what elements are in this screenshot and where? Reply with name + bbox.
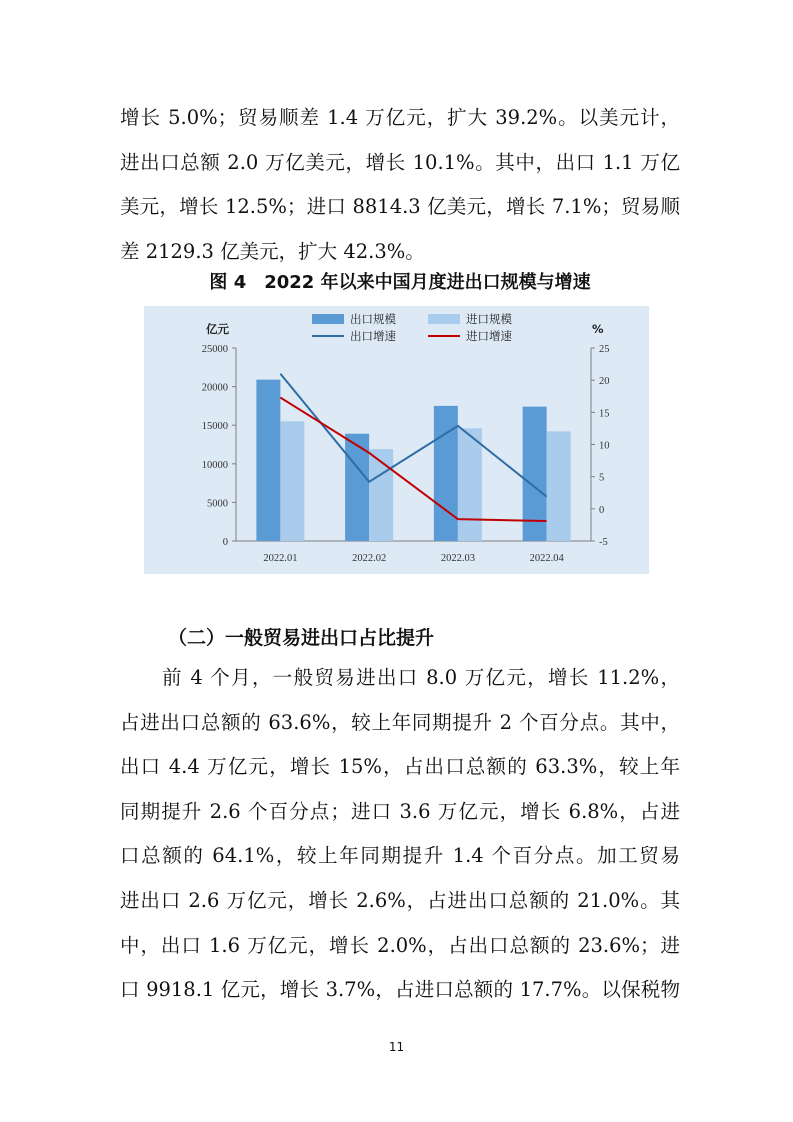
left-axis-tick-label: 0 — [222, 537, 228, 548]
legend-label: 出口增速 — [350, 329, 396, 343]
legend-label: 进口增速 — [466, 329, 512, 343]
right-axis-tick-label: 25 — [599, 344, 610, 355]
text-line: 口 9918.1 亿元，增长 3.7%，占进口总额的 17.7%。以保税物 — [120, 978, 680, 1002]
export-growth-line — [280, 374, 546, 497]
paragraph-trade-summary — [120, 96, 680, 274]
bar-import — [458, 428, 482, 541]
legend-label: 进口规模 — [466, 312, 512, 326]
text-line: 增长 5.0%；贸易顺差 1.4 万亿元，扩大 39.2%。以美元计， — [120, 106, 680, 129]
text-line: 进出口总额 2.0 万亿美元，增长 10.1%。其中，出口 1.1 万亿 — [120, 150, 680, 174]
x-axis-tick-label: 2022.03 — [440, 553, 475, 564]
legend-swatch — [428, 314, 460, 324]
bar-import — [280, 421, 304, 541]
monthly-trade-chart — [144, 306, 649, 574]
right-axis-tick-label: 20 — [599, 376, 610, 388]
page-number: 11 — [388, 1040, 405, 1054]
right-axis-tick-label: 5 — [599, 472, 605, 484]
left-axis-tick-label: 5000 — [207, 498, 228, 510]
left-axis-tick-label: 20000 — [201, 382, 228, 394]
import-growth-line — [280, 398, 546, 522]
text-line: 进出口 2.6 万亿元，增长 2.6%，占进出口总额的 21.0%。其 — [120, 888, 680, 912]
right-axis-title: % — [592, 322, 604, 336]
bar-export — [434, 406, 458, 541]
left-axis-tick-label: 10000 — [201, 459, 228, 471]
legend-swatch — [312, 314, 344, 324]
text-line: 占进出口总额的 63.6%，较上年同期提升 2 个百分点。其中， — [120, 710, 680, 734]
figure-title: 图 4 2022 年以来中国月度进出口规模与增速 — [209, 272, 591, 293]
text-line: 同期提升 2.6 个百分点；进口 3.6 万亿元，增长 6.8%，占进 — [120, 799, 680, 823]
right-axis-tick-label: 0 — [599, 504, 605, 516]
right-axis-tick-label: 10 — [599, 440, 610, 452]
bar-export — [256, 380, 280, 541]
text-line: 中，出口 1.6 万亿元，增长 2.0%，占出口总额的 23.6%；进 — [120, 933, 680, 957]
x-axis-tick-label: 2022.04 — [529, 553, 564, 564]
text-line: 差 2129.3 亿美元，扩大 42.3%。 — [120, 239, 425, 263]
paragraph-general-trade — [120, 656, 680, 1013]
chart-panel — [144, 306, 649, 574]
bar-import — [547, 431, 571, 541]
left-axis-title: 亿元 — [206, 322, 229, 336]
text-line: 口总额的 64.1%，较上年同期提升 1.4 个百分点。加工贸易 — [120, 844, 680, 868]
text-line: 出口 4.4 万亿元，增长 15%，占出口总额的 63.3%，较上年 — [120, 755, 680, 779]
section-heading: （二）一般贸易进出口占比提升 — [168, 627, 435, 649]
legend-label: 出口规模 — [350, 312, 396, 326]
text-line: 美元，增长 12.5%；进口 8814.3 亿美元，增长 7.1%；贸易顺 — [120, 195, 680, 219]
left-axis-tick-label: 25000 — [201, 344, 228, 355]
x-axis-tick-label: 2022.01 — [263, 553, 298, 564]
text-line: 前 4 个月，一般贸易进出口 8.0 万亿元，增长 11.2%， — [162, 666, 680, 689]
right-axis-tick-label: 15 — [599, 408, 610, 420]
left-axis-tick-label: 15000 — [201, 421, 228, 433]
x-axis-tick-label: 2022.02 — [352, 553, 387, 564]
right-axis-tick-label: -5 — [599, 537, 608, 548]
